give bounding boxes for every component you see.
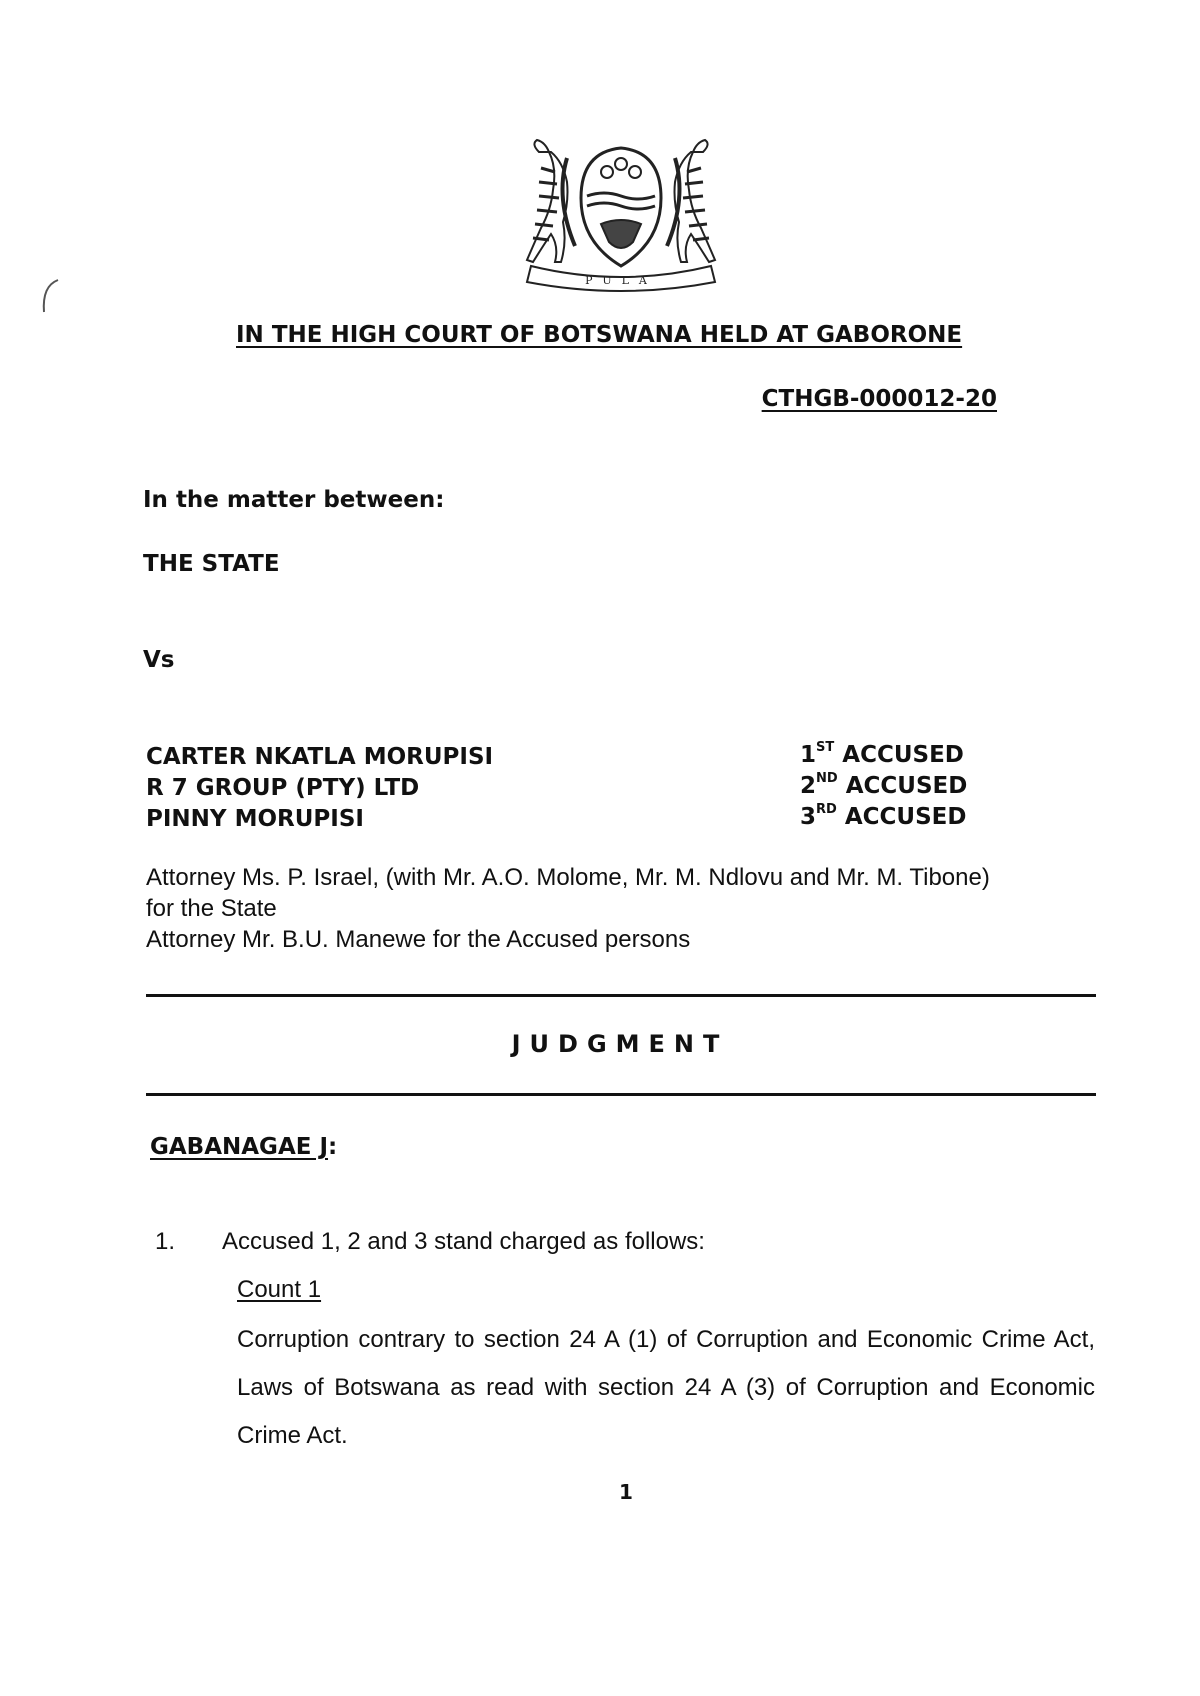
ordinal-number: 2 bbox=[800, 773, 817, 799]
plaintiff-name: THE STATE bbox=[143, 551, 280, 577]
motto-ribbon bbox=[527, 266, 715, 291]
divider-top bbox=[146, 994, 1096, 997]
count-label: Count 1 bbox=[237, 1276, 322, 1303]
court-title: IN THE HIGH COURT OF BOTSWANA HELD AT GABORONE bbox=[236, 322, 963, 348]
paragraph-text: Accused 1, 2 and 3 stand charged as follows: bbox=[222, 1228, 705, 1255]
accused-3-name: PINNY MORUPISI bbox=[146, 806, 364, 832]
state-counsel-line-2: for the State bbox=[146, 895, 277, 922]
case-number: CTHGB-000012-20 bbox=[761, 386, 997, 412]
accused-3-role bbox=[800, 804, 966, 830]
judge-colon: : bbox=[328, 1134, 338, 1160]
judge-name: GABANAGAE J bbox=[150, 1134, 329, 1160]
judgment-heading: JUDGMENT bbox=[511, 1030, 729, 1058]
coat-of-arms-emblem bbox=[511, 138, 731, 298]
accused-2-name: R 7 GROUP (PTY) LTD bbox=[146, 775, 420, 801]
divider-bottom bbox=[146, 1093, 1096, 1096]
page-number: 1 bbox=[619, 1480, 633, 1504]
accused-2-role bbox=[800, 773, 967, 799]
count-text: Corruption contrary to section 24 A (1) of Corruption and Economic Crime Act, Laws of Botswana as read with section 24 A (3) of Corruption and Economic Crime Act. bbox=[237, 1326, 1095, 1449]
ordinal-number: 3 bbox=[800, 804, 817, 830]
matter-label: In the matter between: bbox=[143, 487, 445, 513]
scan-mark bbox=[38, 276, 66, 316]
counsel-block bbox=[146, 862, 1096, 955]
role-label: ACCUSED bbox=[845, 773, 968, 799]
accused-1-role bbox=[800, 742, 964, 768]
motto-text: PULA bbox=[585, 274, 657, 287]
ordinal-number: 1 bbox=[800, 742, 817, 768]
paragraph-number: 1. bbox=[155, 1228, 176, 1255]
role-label: ACCUSED bbox=[844, 804, 967, 830]
state-counsel-line-1: Attorney Ms. P. Israel, (with Mr. A.O. Molome, Mr. M. Ndlovu and Mr. M. Tibone) bbox=[146, 864, 990, 891]
shield-icon bbox=[581, 148, 661, 266]
versus-label: Vs bbox=[143, 647, 175, 673]
judge-heading bbox=[150, 1134, 337, 1160]
accused-1-name: CARTER NKATLA MORUPISI bbox=[146, 744, 494, 770]
role-label: ACCUSED bbox=[842, 742, 964, 768]
ordinal-suffix: RD bbox=[816, 802, 837, 818]
ordinal-suffix: ST bbox=[816, 740, 835, 756]
defence-counsel-line: Attorney Mr. B.U. Manewe for the Accused persons bbox=[146, 926, 691, 953]
ordinal-suffix: ND bbox=[816, 771, 838, 787]
